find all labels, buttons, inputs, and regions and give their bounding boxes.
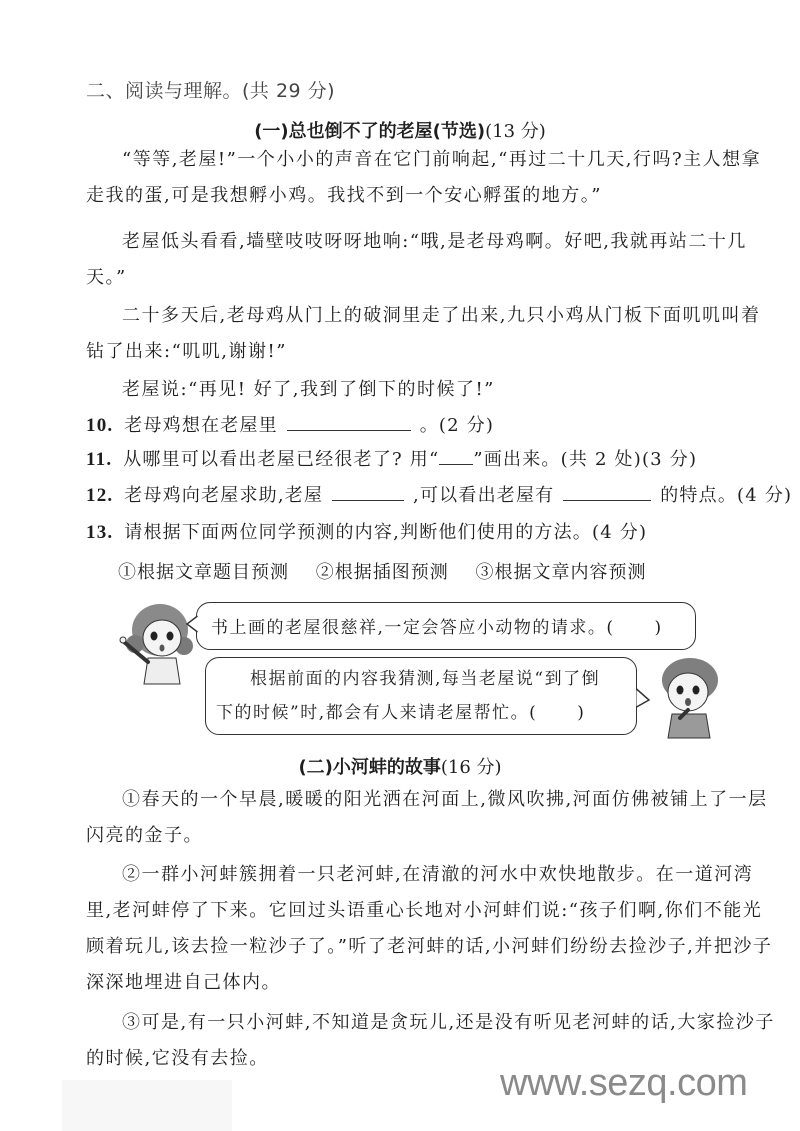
question-number: 13.: [86, 522, 114, 543]
passage2-score: (16 分): [440, 757, 502, 778]
passage2-paragraph-1: ①春天的一个早晨,暖暖的阳光洒在河面上,微风吹拂,河面仿佛被铺上了一层闪亮的金子。: [86, 789, 768, 846]
passage2-paragraph-3: ③可是,有一只小河蚌,不知道是贪玩儿,还是没有听见老河蚌的话,大家捡沙子的时候,它没有去捡。: [86, 1012, 775, 1069]
bubble-close-paren: ): [577, 703, 586, 723]
watermark: www.sezq.com: [500, 1062, 748, 1104]
option-3: ③根据文章内容预测: [475, 562, 647, 583]
question-text: 老母鸡向老屋求助,老屋: [124, 485, 324, 506]
question-13: [86, 518, 786, 548]
bubble-tail-icon: [636, 688, 650, 708]
question-text: 老母鸡想在老屋里: [124, 415, 278, 436]
passage1-paragraph-1: “等等,老屋!”一个小小的声音在它门前响起,“再过二十几天,行吗?主人想拿走我的蛋,可是我想孵小鸡。我找不到一个安心孵蛋的地方。”: [86, 149, 762, 206]
answer-blank[interactable]: [287, 410, 411, 431]
option-1: ①根据文章题目预测: [118, 562, 289, 583]
passage2-title-text: (二)小河蚌的故事: [298, 757, 441, 778]
question-text: ”画出来。(共 2 处)(3 分): [473, 449, 698, 470]
passage2-title: [0, 753, 800, 779]
bubble-text-line2: [216, 696, 626, 730]
option-2: ②根据插图预测: [315, 562, 449, 583]
question-number: 10.: [86, 415, 114, 436]
question-number: 11.: [86, 449, 113, 470]
q13-options: [118, 558, 666, 584]
bubble-text: 下的时候”时,都会有人来请老屋帮忙。(: [216, 703, 538, 723]
question-11: [86, 444, 786, 475]
section-heading: 二、阅读与理解。(共 29 分): [86, 80, 336, 102]
passage1-title: [0, 117, 800, 143]
bubble-text: 书上画的老屋很慈祥,一定会答应小动物的请求。(: [211, 618, 615, 638]
question-text: 。(2 分): [419, 415, 495, 436]
question-10: [86, 410, 786, 441]
passage2-paragraph-2: ②一群小河蚌簇拥着一只老河蚌,在清澈的河水中欢快地散步。在一道河湾里,老河蚌停了下来。它回过头语重心长地对小河蚌们说:“孩子们啊,你们不能光顾着玩儿,该去捡一粒沙子了。”听了老河蚌的话,小河蚌们纷纷去捡沙子,并把沙子深深地埋进自己体内。: [86, 864, 773, 993]
question-number: 12.: [86, 485, 114, 506]
question-text: ,可以看出老屋有: [413, 485, 555, 506]
speech-bubble-girl: [196, 602, 696, 650]
underline-mark-sample: [439, 444, 473, 465]
passage1-paragraph-3: 二十多天后,老母鸡从门上的破洞里走了出来,九只小鸡从门板下面叽叽叫着钻了出来:“叽叽,谢谢!”: [86, 305, 761, 362]
passage1-title-text: (一)总也倒不了的老屋(节选): [254, 121, 486, 142]
question-12: [86, 480, 793, 511]
question-text: 请根据下面两位同学预测的内容,判断他们使用的方法。(4 分): [124, 522, 648, 543]
boy-illustration-icon: [650, 652, 728, 740]
question-text: 的特点。(4 分): [660, 485, 793, 506]
scan-shade: [62, 1080, 232, 1131]
passage1-paragraph-2: 老屋低头看看,墙壁吱吱呀呀地响:“哦,是老母鸡啊。好吧,我就再站二十几天。”: [86, 231, 747, 288]
bubble-text-line1: 根据前面的内容我猜测,每当老屋说“到了倒: [250, 669, 601, 689]
speech-bubble-boy: [205, 657, 637, 735]
question-text: 从哪里可以看出老屋已经很老了? 用“: [123, 449, 440, 470]
passage1-paragraph-4: 老屋说:“再见! 好了,我到了倒下的时候了!”: [122, 379, 495, 400]
passage1-score: (13 分): [485, 121, 546, 142]
answer-blank[interactable]: [563, 480, 651, 501]
bubble-close-paren: ): [654, 618, 663, 638]
bubble-tail-icon: [186, 615, 198, 633]
girl-illustration-icon: [118, 596, 200, 688]
answer-blank[interactable]: [332, 480, 404, 501]
